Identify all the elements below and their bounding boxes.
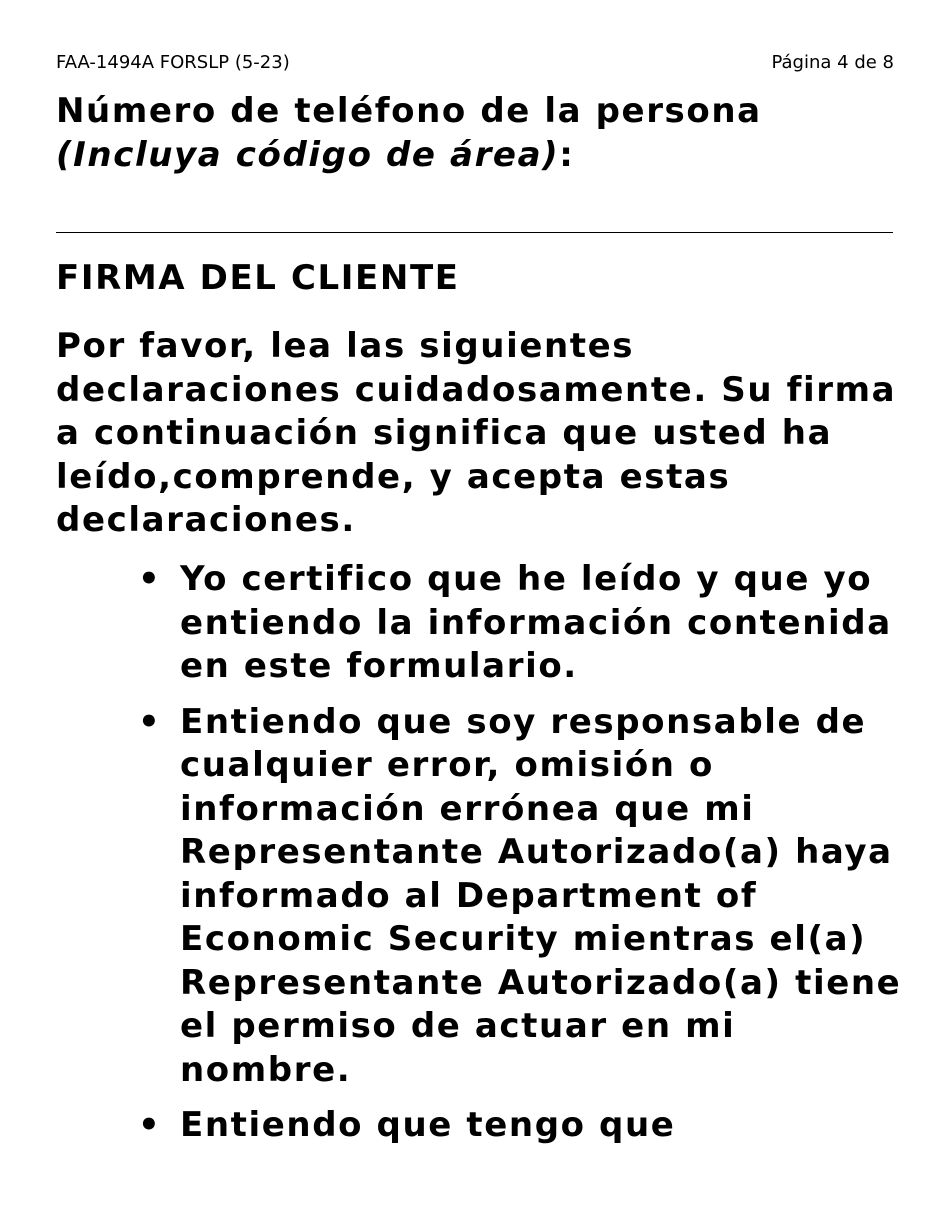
phone-label-colon: : bbox=[559, 134, 575, 175]
list-item bbox=[56, 1104, 916, 1148]
phone-input-line[interactable] bbox=[56, 232, 893, 233]
declaration-text: Entiendo que tengo que bbox=[180, 1105, 676, 1145]
page-header bbox=[56, 52, 894, 76]
declarations-list bbox=[56, 558, 916, 1160]
form-id: FAA-1494A FORSLP (5-23) bbox=[56, 52, 290, 73]
phone-label-main: Número de teléfono de la persona bbox=[56, 91, 762, 131]
declaration-text: Yo certifico que he leído y que yo entiendo la información contenida en este formulario. bbox=[180, 559, 892, 686]
page-number: Página 4 de 8 bbox=[771, 52, 894, 73]
list-item bbox=[56, 558, 916, 689]
phone-field-label bbox=[56, 90, 916, 177]
list-item bbox=[56, 701, 916, 1093]
bullet-icon: • bbox=[138, 559, 162, 599]
bullet-icon: • bbox=[138, 701, 162, 742]
intro-paragraph: Por favor, lea las siguientes declaraciones cuidadosamente. Su firma a continuación significa que usted ha leído,comprende, y acepta estas declaraciones. bbox=[56, 326, 897, 540]
bullet-icon: • bbox=[138, 1105, 162, 1145]
section-title: FIRMA DEL CLIENTE bbox=[56, 258, 460, 298]
phone-label-hint: (Incluya código de área) bbox=[56, 134, 560, 175]
declaration-text: Entiendo que soy responsable de cualquier error, omisión o información errónea que mi Representante Autorizado(a) haya informado al Department of Economic Security mientras el(a) Representante Autorizado(a) tiene el permiso de actuar en mi nombre. bbox=[180, 701, 902, 1090]
